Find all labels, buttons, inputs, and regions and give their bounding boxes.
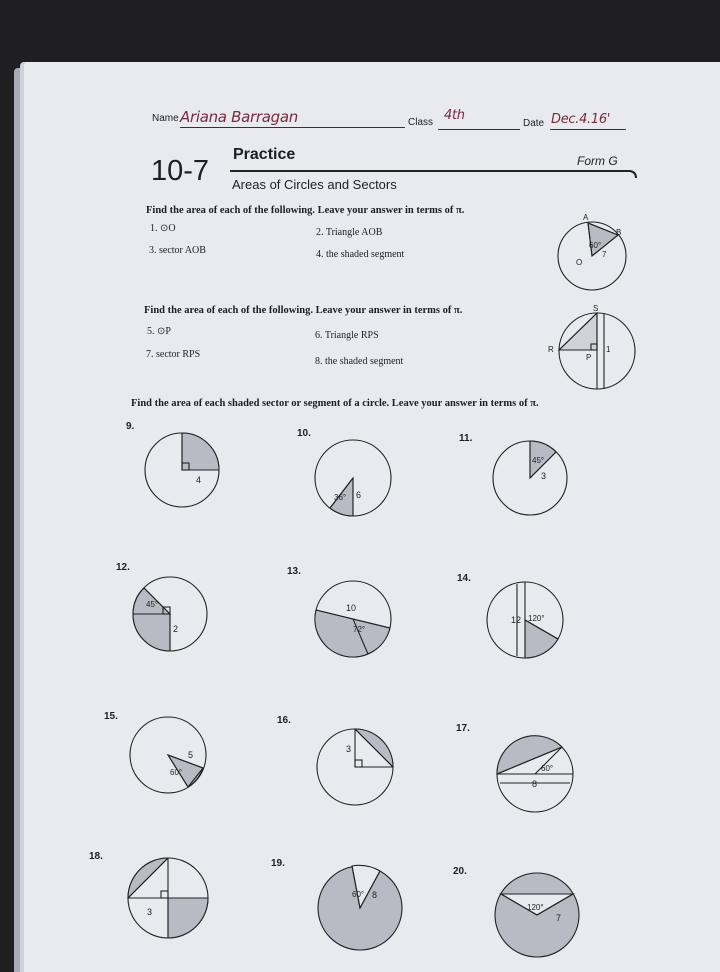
date-value: Dec.4.16' <box>551 112 611 127</box>
fig2-radius: 1 <box>606 345 611 354</box>
fig12-radius: 2 <box>173 624 179 634</box>
figure-11 <box>493 441 567 515</box>
section3-instruction: Find the area of each shaded sector or segment of a circle. Leave your answer in terms of π. <box>131 398 539 409</box>
fig1-label-b: B <box>616 228 622 237</box>
form-label: Form G <box>577 154 618 168</box>
num-18: 18. <box>89 851 103 862</box>
fig17-diameter: 8 <box>532 779 538 789</box>
num-12: 12. <box>116 562 130 573</box>
figure-sector-aob <box>558 213 626 290</box>
num-14: 14. <box>457 573 471 584</box>
fig9-radius: 4 <box>196 475 202 485</box>
num-13: 13. <box>287 566 301 577</box>
item-6: 6. Triangle RPS <box>315 330 379 341</box>
fig12-angle: 45° <box>146 600 159 609</box>
num-17: 17. <box>456 723 470 734</box>
fig10-radius: 6 <box>356 490 362 500</box>
figure-12 <box>133 577 207 651</box>
fig14-angle: 120° <box>528 614 545 623</box>
num-16: 16. <box>277 715 291 726</box>
subtitle: Areas of Circles and Sectors <box>232 177 397 192</box>
practice-title: Practice <box>233 146 296 163</box>
figure-15 <box>130 717 206 793</box>
item-1: 1. ⊙O <box>150 223 176 234</box>
fig13-angle: 72° <box>353 625 366 634</box>
fig2-label-s: S <box>593 304 599 313</box>
num-19: 19. <box>271 858 285 869</box>
name-label: Name <box>152 113 179 124</box>
fig11-angle: 45° <box>532 456 545 465</box>
fig15-radius: 5 <box>188 750 194 760</box>
item-3: 3. sector AOB <box>149 245 206 256</box>
num-15: 15. <box>104 711 118 722</box>
figure-14 <box>487 582 563 658</box>
fig1-angle: 60° <box>589 241 602 250</box>
fig19-radius: 8 <box>372 890 378 900</box>
class-label: Class <box>408 117 434 128</box>
fig19-angle: 60° <box>352 890 365 899</box>
fig2-label-r: R <box>548 345 554 354</box>
num-20: 20. <box>453 866 467 877</box>
fig2-label-p: P <box>586 353 592 362</box>
item-7: 7. sector RPS <box>146 349 201 360</box>
num-11: 11. <box>459 433 473 444</box>
figure-9 <box>145 433 219 507</box>
num-10: 10. <box>297 428 311 439</box>
num-9: 9. <box>126 421 135 432</box>
fig13-diameter: 10 <box>346 603 357 613</box>
fig1-label-a: A <box>583 213 589 222</box>
item-8: 8. the shaded segment <box>315 356 404 367</box>
item-5: 5. ⊙P <box>147 326 171 337</box>
fig17-angle: 60° <box>541 764 554 773</box>
section1-instruction: Find the area of each of the following. Leave your answer in terms of π. <box>146 205 465 216</box>
fig15-angle: 60° <box>170 768 183 777</box>
fig14-diameter: 12 <box>511 615 522 625</box>
figure-20 <box>495 873 579 957</box>
figure-18 <box>128 858 208 938</box>
fig16-radius: 3 <box>346 744 352 754</box>
fig20-radius: 7 <box>556 913 562 923</box>
date-label: Date <box>523 118 545 129</box>
title-rule <box>230 171 636 178</box>
item-4: 4. the shaded segment <box>316 249 405 260</box>
figure-17 <box>497 736 573 812</box>
fig11-radius: 3 <box>541 471 547 481</box>
fig20-angle: 120° <box>527 903 544 912</box>
fig10-angle: 36° <box>334 493 347 502</box>
lesson-number: 10-7 <box>151 155 210 187</box>
name-value: Ariana Barragan <box>180 108 298 126</box>
fig1-label-o: O <box>576 258 583 267</box>
figure-19 <box>318 865 402 950</box>
figure-10 <box>315 440 391 516</box>
fig1-radius: 7 <box>602 250 607 259</box>
section2-instruction: Find the area of each of the following. Leave your answer in terms of π. <box>144 305 463 316</box>
fig18-radius: 3 <box>147 907 153 917</box>
item-2: 2. Triangle AOB <box>316 227 383 238</box>
figure-13 <box>315 581 391 657</box>
class-value: 4th <box>444 108 465 123</box>
figure-sector-rps <box>548 304 635 389</box>
figure-16 <box>317 729 393 805</box>
